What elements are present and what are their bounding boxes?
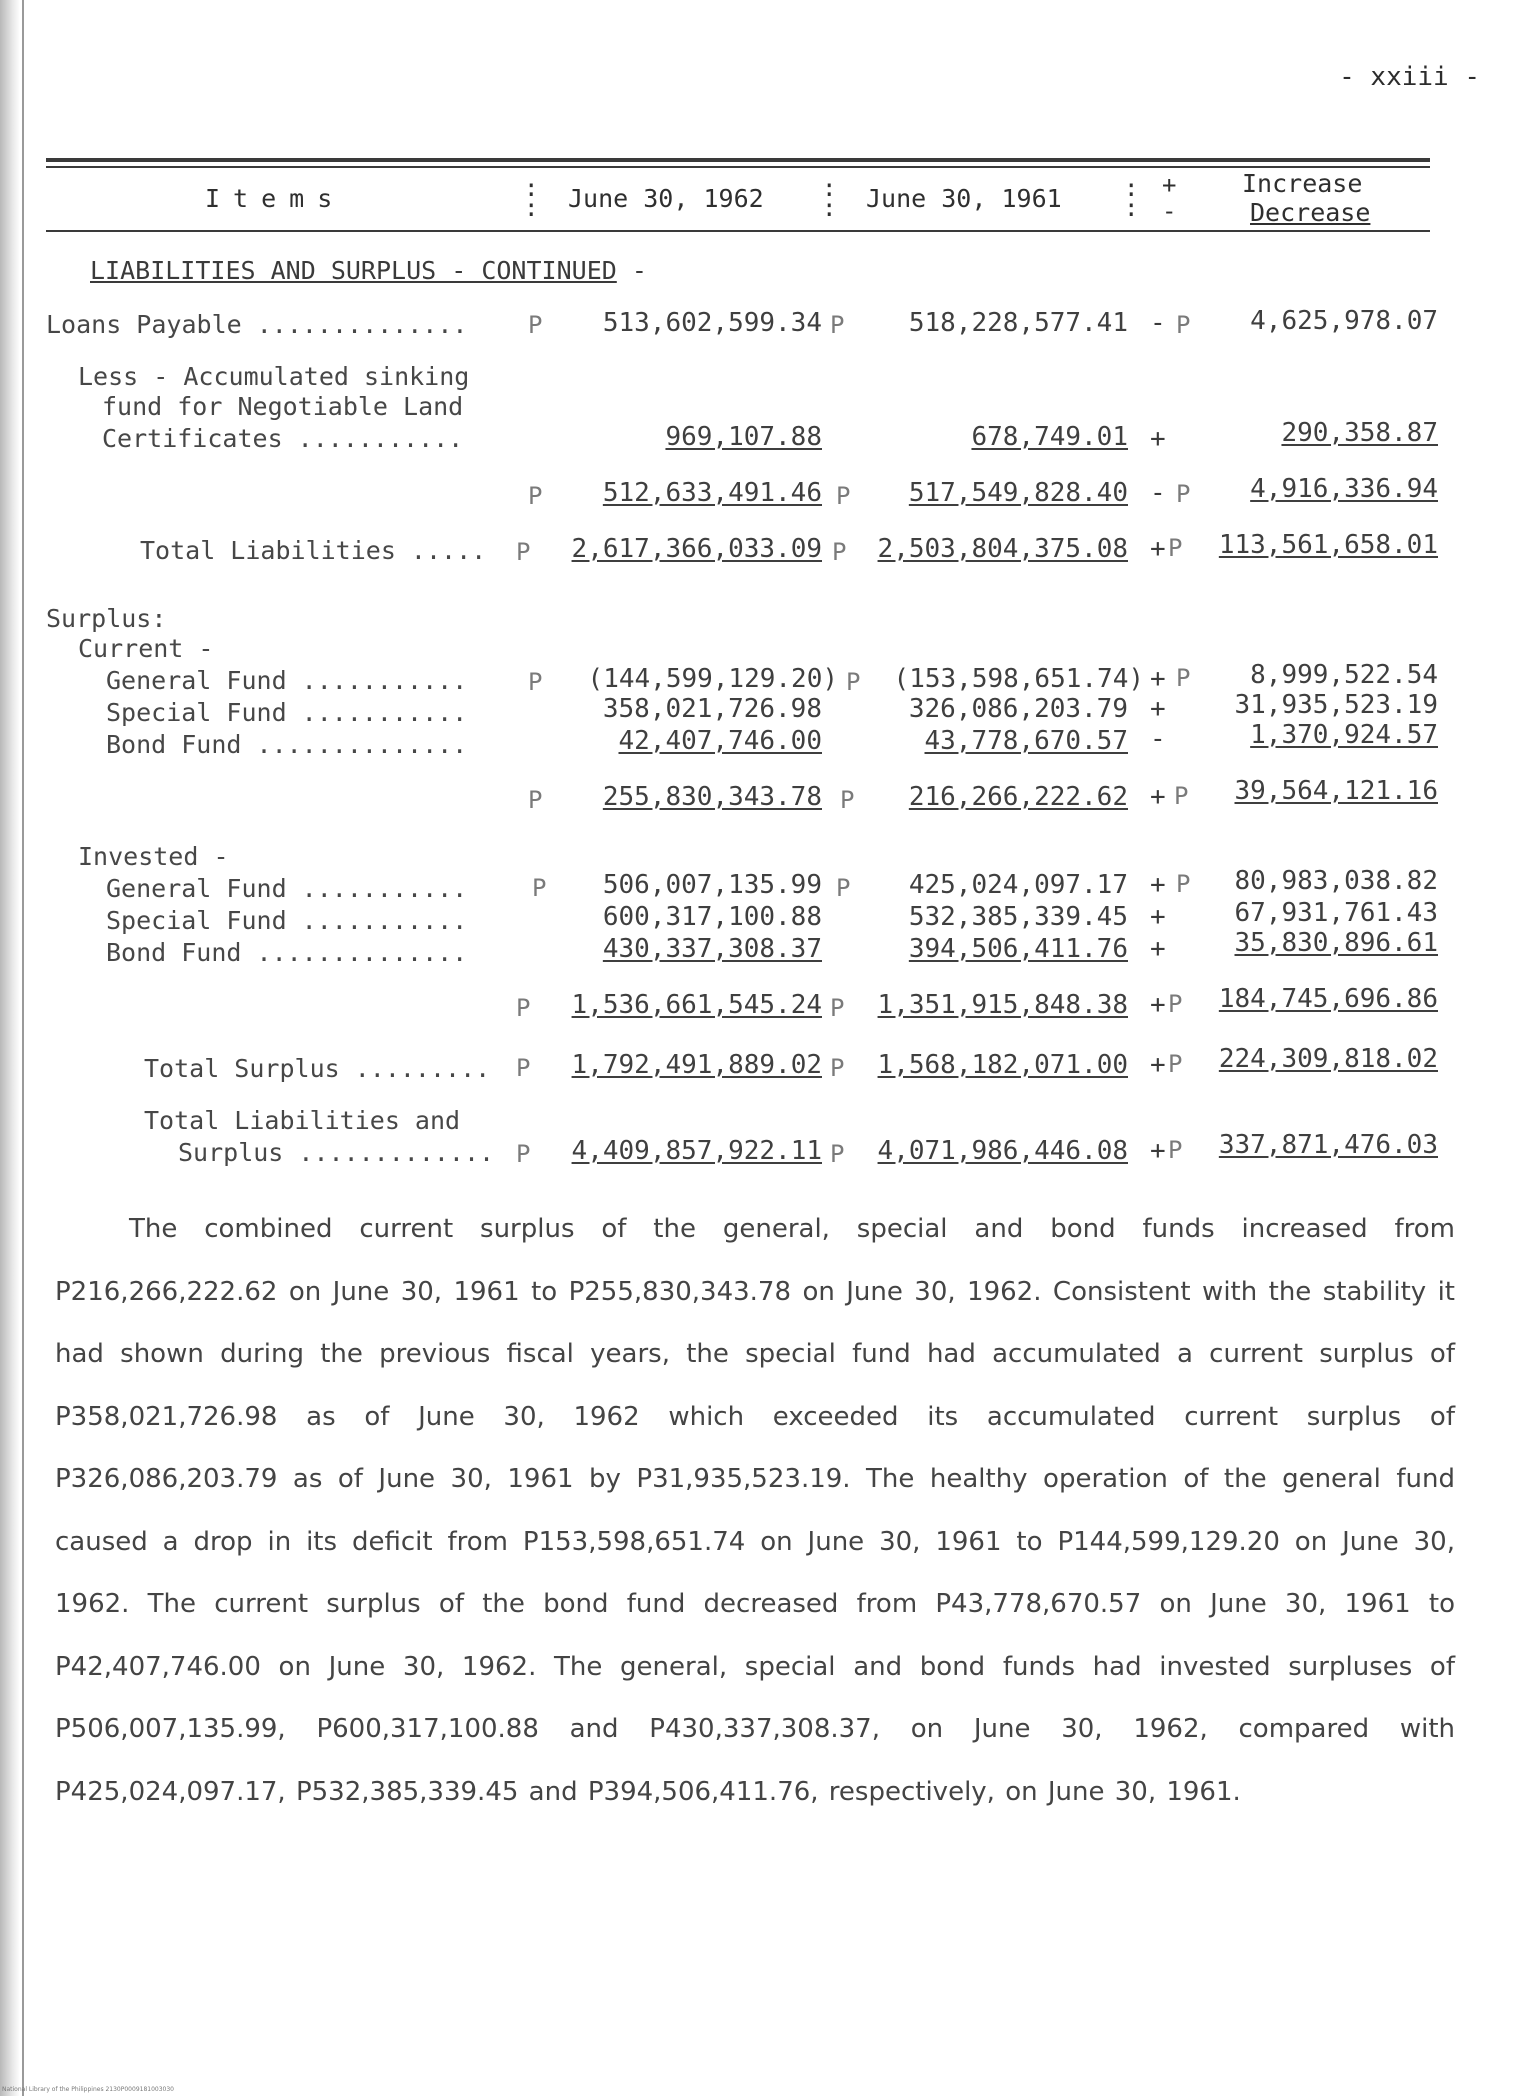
cell-total-liab-1961: 2,503,804,375.08 [877,534,1128,564]
section-title-text: LIABILITIES AND SURPLUS - CONTINUED [90,256,617,285]
peso-sign: P [830,311,845,339]
cell-inv-bond-1961: 394,506,411.76 [908,934,1128,964]
cell-net-1962: 512,633,491.46 [602,478,822,508]
cell-cur-gen-1961: (153,598,651.74) [893,664,1144,694]
header-bottom-rule [46,230,1430,232]
table-top-rule [46,158,1430,162]
sign-cur-spec: + [1150,694,1166,724]
peso-sign: P [1168,1050,1183,1078]
cell-less-1962: 969,107.88 [665,422,822,452]
sign-grand: + [1150,1136,1166,1166]
peso-sign: P [1168,534,1183,562]
peso-sign: P [528,311,543,339]
header-items: Items [205,184,346,213]
sign-inv-spec: + [1150,902,1166,932]
cell-cur-total-1961: 216,266,222.62 [908,782,1128,812]
cell-total-surplus-change: 224,309,818.02 [1218,1044,1438,1074]
cell-cur-spec-change: 31,935,523.19 [1234,690,1438,720]
peso-sign: P [840,786,855,814]
row-label-grand-2: Surplus ............. [178,1138,495,1167]
section-title [90,256,647,285]
header-increase: Increase [1242,169,1363,198]
sign-inv-bond: + [1150,934,1166,964]
sign-cur-gen: + [1150,664,1166,694]
row-label-invested: Invested - [78,842,229,871]
header-june-1961: June 30, 1961 [866,184,1062,213]
table-top-rule-thin [46,166,1430,168]
section-title-suffix: - [616,256,647,285]
cell-inv-total-change: 184,745,696.86 [1218,984,1438,1014]
peso-sign: P [516,538,531,566]
cell-inv-total-1962: 1,536,661,545.24 [571,990,822,1020]
row-label-current-bond: Bond Fund .............. [106,730,468,759]
cell-inv-gen-change: 80,983,038.82 [1234,866,1438,896]
cell-total-surplus-1962: 1,792,491,889.02 [571,1050,822,1080]
peso-sign: P [1176,664,1191,692]
row-label-total-surplus: Total Surplus ......... [144,1054,491,1083]
peso-sign: P [528,668,543,696]
cell-loans-1961: 518,228,577.41 [908,308,1128,338]
row-label-total-liabilities: Total Liabilities ..... [140,536,487,565]
cell-cur-total-change: 39,564,121.16 [1234,776,1438,806]
row-label-current: Current - [78,634,214,663]
cell-net-1961: 517,549,828.40 [908,478,1128,508]
header-june-1962: June 30, 1962 [568,184,764,213]
peso-sign: P [1174,782,1189,810]
cell-cur-bond-1961: 43,778,670.57 [924,726,1128,756]
cell-grand-1962: 4,409,857,922.11 [571,1136,822,1166]
cell-inv-spec-1962: 600,317,100.88 [602,902,822,932]
row-label-loans-payable: Loans Payable .............. [46,310,468,339]
scan-edge-line [22,0,24,2096]
row-label-less-2: fund for Negotiable Land [102,392,464,421]
page-number: - xxiii - [1339,62,1480,92]
cell-net-change: 4,916,336.94 [1250,474,1438,504]
cell-inv-bond-1962: 430,337,308.37 [602,934,822,964]
peso-sign: P [1168,990,1183,1018]
cell-total-liab-1962: 2,617,366,033.09 [571,534,822,564]
peso-sign: P [528,482,543,510]
header-colon: : : [1124,174,1139,222]
peso-sign: P [516,1054,531,1082]
peso-sign: P [846,668,861,696]
cell-cur-gen-change: 8,999,522.54 [1250,660,1438,690]
cell-less-1961: 678,749.01 [971,422,1128,452]
sign-cur-bond: - [1150,724,1166,754]
paragraph-text: The combined current surplus of the general, special and bond funds increased from P216,266,222.62 on June 30, 1961 to P255,830,343.78 on June 30, 1962. Consistent with the stability it had shown during the previous fiscal years, the special fund had accumulated a current surplus of P358,021,726.98 as of June 30, 1962 which exceeded its accumulated current surplus of P326,086,203.79 as of June 30, 1961 by P31,935,523.19. The healthy operation of the general fund caused a drop in its deficit from P153,598,651.74 on June 30, 1961 to P144,599,129.20 on June 30, 1962. The current surplus of the bond fund decreased from P43,778,670.57 on June 30, 1961 to P42,407,746.00 on June 30, 1962. The general, special and bond funds had invested surpluses of P506,007,135.99, P600,317,100.88 and P430,337,308.37, on June 30, 1962, compared with P425,024,097.17, P532,385,339.45 and P394,506,411.76, respectively, on June 30, 1961. [55,1214,1455,1807]
cell-total-surplus-1961: 1,568,182,071.00 [877,1050,1128,1080]
peso-sign: P [832,538,847,566]
cell-inv-bond-change: 35,830,896.61 [1234,928,1438,958]
cell-cur-bond-change: 1,370,924.57 [1250,720,1438,750]
header-decrease: Decrease [1250,198,1371,227]
sign-inv-gen: + [1150,870,1166,900]
row-label-invested-special: Special Fund ........... [106,906,468,935]
footer-archive-label: National Library of the Philippines 2130P0009181003030 [2,2086,174,2093]
row-label-current-general: General Fund ........... [106,666,468,695]
cell-less-change: 290,358.87 [1281,418,1438,448]
cell-loans-1962: 513,602,599.34 [602,308,822,338]
cell-grand-1961: 4,071,986,446.08 [877,1136,1128,1166]
cell-cur-bond-1962: 42,407,746.00 [618,726,822,756]
cell-grand-change: 337,871,476.03 [1218,1130,1438,1160]
peso-sign: P [836,482,851,510]
peso-sign: P [830,1140,845,1168]
peso-sign: P [836,874,851,902]
row-label-less-1: Less - Accumulated sinking [78,362,470,391]
row-label-invested-general: General Fund ........... [106,874,468,903]
row-label-grand-1: Total Liabilities and [144,1106,461,1135]
peso-sign: P [532,874,547,902]
header-plus-minus: + - [1162,171,1177,225]
cell-inv-gen-1961: 425,024,097.17 [908,870,1128,900]
peso-sign: P [830,994,845,1022]
peso-sign: P [1176,870,1191,898]
sign-cur-total: + [1150,782,1166,812]
cell-cur-spec-1962: 358,021,726.98 [602,694,822,724]
body-paragraph [55,1198,1455,1823]
cell-loans-change: 4,625,978.07 [1250,306,1438,336]
sign-inv-total: + [1150,990,1166,1020]
header-colon: : : [822,174,837,222]
peso-sign: P [528,786,543,814]
scan-edge-shadow [0,0,20,2096]
cell-inv-total-1961: 1,351,915,848.38 [877,990,1128,1020]
cell-inv-gen-1962: 506,007,135.99 [602,870,822,900]
cell-cur-total-1962: 255,830,343.78 [602,782,822,812]
row-label-surplus: Surplus: [46,604,167,633]
sign-less: + [1150,424,1166,454]
sign-total-surplus: + [1150,1050,1166,1080]
peso-sign: P [516,994,531,1022]
peso-sign: P [830,1054,845,1082]
cell-cur-spec-1961: 326,086,203.79 [908,694,1128,724]
sign-loans: - [1150,308,1166,338]
peso-sign: P [516,1140,531,1168]
row-label-less-3: Certificates ........... [102,424,464,453]
peso-sign: P [1176,311,1191,339]
row-label-current-special: Special Fund ........... [106,698,468,727]
row-label-invested-bond: Bond Fund .............. [106,938,468,967]
peso-sign: P [1168,1136,1183,1164]
cell-inv-spec-1961: 532,385,339.45 [908,902,1128,932]
cell-inv-spec-change: 67,931,761.43 [1234,898,1438,928]
sign-net: - [1150,478,1166,508]
cell-total-liab-change: 113,561,658.01 [1218,530,1438,560]
sign-total-liab: + [1150,534,1166,564]
peso-sign: P [1176,480,1191,508]
header-colon: : : [524,174,539,222]
cell-cur-gen-1962: (144,599,129.20) [587,664,838,694]
